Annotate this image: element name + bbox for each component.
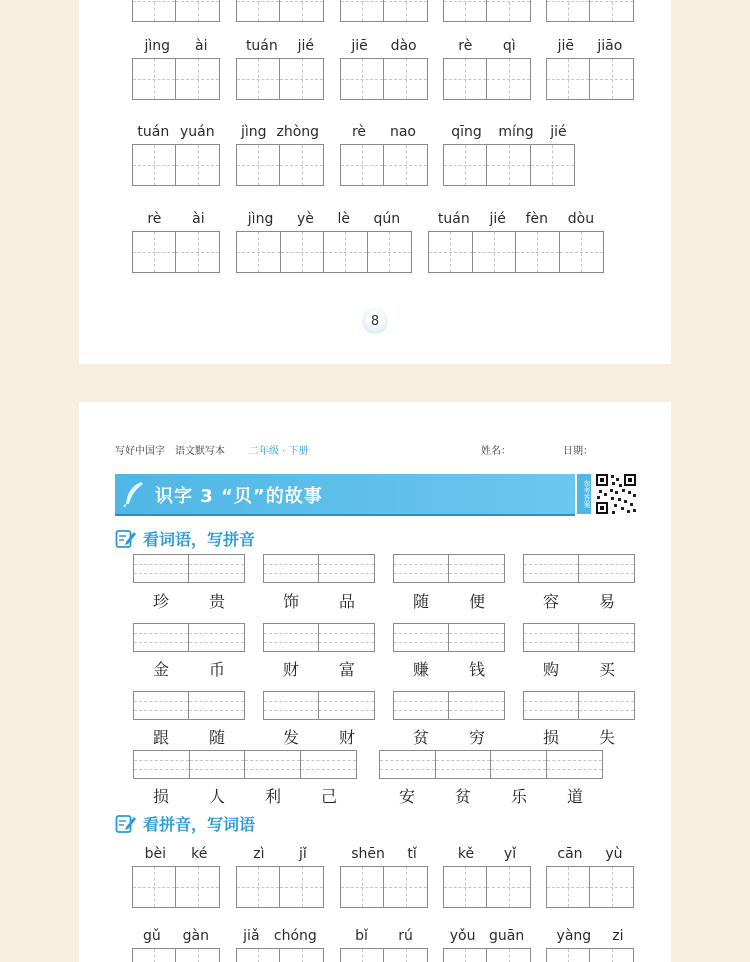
pinyin-lines[interactable] — [263, 554, 375, 583]
worksheet-page-bottom — [79, 402, 671, 962]
word-chars: 安 贫 乐 道 — [398, 787, 583, 806]
lesson-title: 识字 3 “贝”的故事 — [155, 486, 323, 507]
pinyin-lines[interactable] — [393, 623, 505, 652]
pinyin: gǔ — [142, 928, 161, 944]
pinyin: chóng — [273, 928, 317, 944]
pinyin-lines[interactable] — [133, 623, 245, 652]
writing-grid[interactable] — [546, 58, 634, 100]
word-chars: 财 富 — [282, 660, 355, 679]
pinyin: jìng — [247, 211, 274, 227]
lesson-banner — [115, 474, 575, 516]
pinyin: tuán — [245, 38, 278, 54]
date-label: 日期： — [563, 446, 593, 457]
section-header — [115, 812, 255, 835]
notebook-pencil-icon — [115, 814, 137, 834]
pinyin: rú — [398, 928, 413, 944]
pinyin: yǐ — [503, 846, 517, 862]
writing-grid[interactable] — [236, 144, 324, 186]
pinyin: jié — [297, 38, 315, 54]
writing-grid[interactable] — [132, 58, 220, 100]
pinyin: qún — [373, 211, 401, 227]
pinyin: ài — [192, 211, 205, 227]
pinyin: tuán — [437, 211, 470, 227]
notebook-pencil-icon — [115, 529, 137, 549]
grade-label: 二年级 · 下册 — [249, 446, 309, 457]
pinyin-lines[interactable] — [263, 623, 375, 652]
section-header — [115, 527, 255, 550]
pinyin-lines[interactable] — [133, 554, 245, 583]
writing-grid[interactable] — [443, 58, 531, 100]
writing-grid[interactable] — [443, 866, 531, 908]
worksheet-page-top — [79, 0, 671, 364]
section-title: 看拼音，写词语 — [143, 815, 256, 834]
pinyin: nao — [389, 124, 417, 140]
pinyin: dào — [390, 38, 417, 54]
pinyin: dòu — [567, 211, 595, 227]
word-chars: 损 人 利 己 — [152, 787, 337, 806]
grid-partial — [546, 0, 634, 22]
pinyin: jiē — [557, 38, 575, 54]
pinyin: jié — [550, 124, 567, 140]
writing-grid[interactable] — [428, 231, 604, 273]
pinyin: yè — [296, 211, 314, 227]
section-title: 看词语，写拼音 — [143, 530, 256, 549]
word-chars: 赚 钱 — [412, 660, 485, 679]
writing-grid[interactable] — [236, 58, 324, 100]
pinyin-lines[interactable] — [133, 750, 357, 779]
pinyin: míng — [498, 124, 534, 140]
pinyin: rè — [351, 124, 367, 140]
pinyin: yù — [605, 846, 623, 862]
writing-grid[interactable] — [340, 144, 428, 186]
pinyin-lines[interactable] — [379, 750, 603, 779]
pinyin: yuán — [179, 124, 215, 140]
pinyin: zhòng — [276, 124, 320, 140]
pinyin: gàn — [182, 928, 210, 944]
pinyin: jǐ — [298, 846, 307, 862]
pinyin: jiǎ — [243, 928, 260, 944]
pinyin-lines[interactable] — [263, 691, 375, 720]
pinyin: rè — [147, 211, 162, 227]
writing-grid[interactable] — [546, 866, 634, 908]
pinyin: jié — [489, 211, 506, 227]
word-chars: 容 易 — [542, 592, 615, 611]
pinyin: bèi — [144, 846, 166, 862]
pinyin-lines[interactable] — [523, 691, 635, 720]
pinyin-lines[interactable] — [393, 691, 505, 720]
grid-partial — [340, 0, 428, 22]
pinyin-lines[interactable] — [133, 691, 245, 720]
word-chars: 贫 穷 — [412, 728, 485, 747]
word-chars: 损 失 — [542, 728, 615, 747]
writing-grid[interactable] — [236, 866, 324, 908]
pinyin-lines[interactable] — [523, 623, 635, 652]
word-chars: 跟 随 — [152, 728, 225, 747]
word-chars: 购 买 — [542, 660, 615, 679]
grid-partial — [236, 0, 324, 22]
pinyin: kě — [457, 846, 475, 862]
pinyin: ài — [195, 38, 208, 54]
pinyin: tuán — [137, 124, 170, 140]
word-chars: 饰 品 — [282, 592, 355, 611]
writing-grid[interactable] — [132, 231, 220, 273]
grid-partial — [132, 0, 220, 22]
pinyin: zi — [612, 928, 624, 944]
writing-grid[interactable] — [340, 58, 428, 100]
pinyin: cān — [557, 846, 583, 862]
feather-icon — [121, 480, 147, 508]
qr-code-icon[interactable] — [594, 472, 638, 516]
word-chars: 珍 贵 — [152, 592, 225, 611]
pinyin: tǐ — [407, 846, 417, 862]
pinyin: yǒu — [449, 928, 476, 944]
writing-grid[interactable] — [340, 866, 428, 908]
pinyin: qì — [502, 38, 516, 54]
pinyin: zì — [253, 846, 265, 862]
pinyin-lines[interactable] — [393, 554, 505, 583]
answer-key-tab[interactable]: 参考答案 — [577, 474, 591, 514]
grid-partial — [443, 0, 531, 22]
pinyin: yàng — [556, 928, 592, 944]
pinyin-lines[interactable] — [523, 554, 635, 583]
writing-grid[interactable] — [132, 144, 220, 186]
writing-grid[interactable] — [443, 144, 575, 186]
pinyin: qīng — [451, 124, 482, 140]
name-label: 姓名： — [481, 446, 511, 457]
writing-grid[interactable] — [132, 866, 220, 908]
word-chars: 发 财 — [282, 728, 355, 747]
pinyin: jìng — [144, 38, 171, 54]
pinyin: jiāo — [597, 38, 623, 54]
pinyin: shēn — [351, 846, 385, 862]
word-chars: 随 便 — [412, 592, 485, 611]
book-title: 写好中国字 语文默写本 — [115, 446, 225, 457]
word-chars: 金 币 — [152, 660, 225, 679]
writing-grid[interactable] — [236, 231, 412, 273]
pinyin: jìng — [240, 124, 267, 140]
pinyin: jiē — [351, 38, 368, 54]
pinyin: ké — [191, 846, 208, 862]
pinyin: lè — [337, 211, 350, 227]
pinyin: rè — [458, 38, 473, 54]
pinyin: bǐ — [355, 928, 368, 944]
page-number: 8 — [362, 308, 388, 334]
pinyin: guān — [489, 928, 525, 944]
pinyin: fèn — [525, 211, 549, 227]
